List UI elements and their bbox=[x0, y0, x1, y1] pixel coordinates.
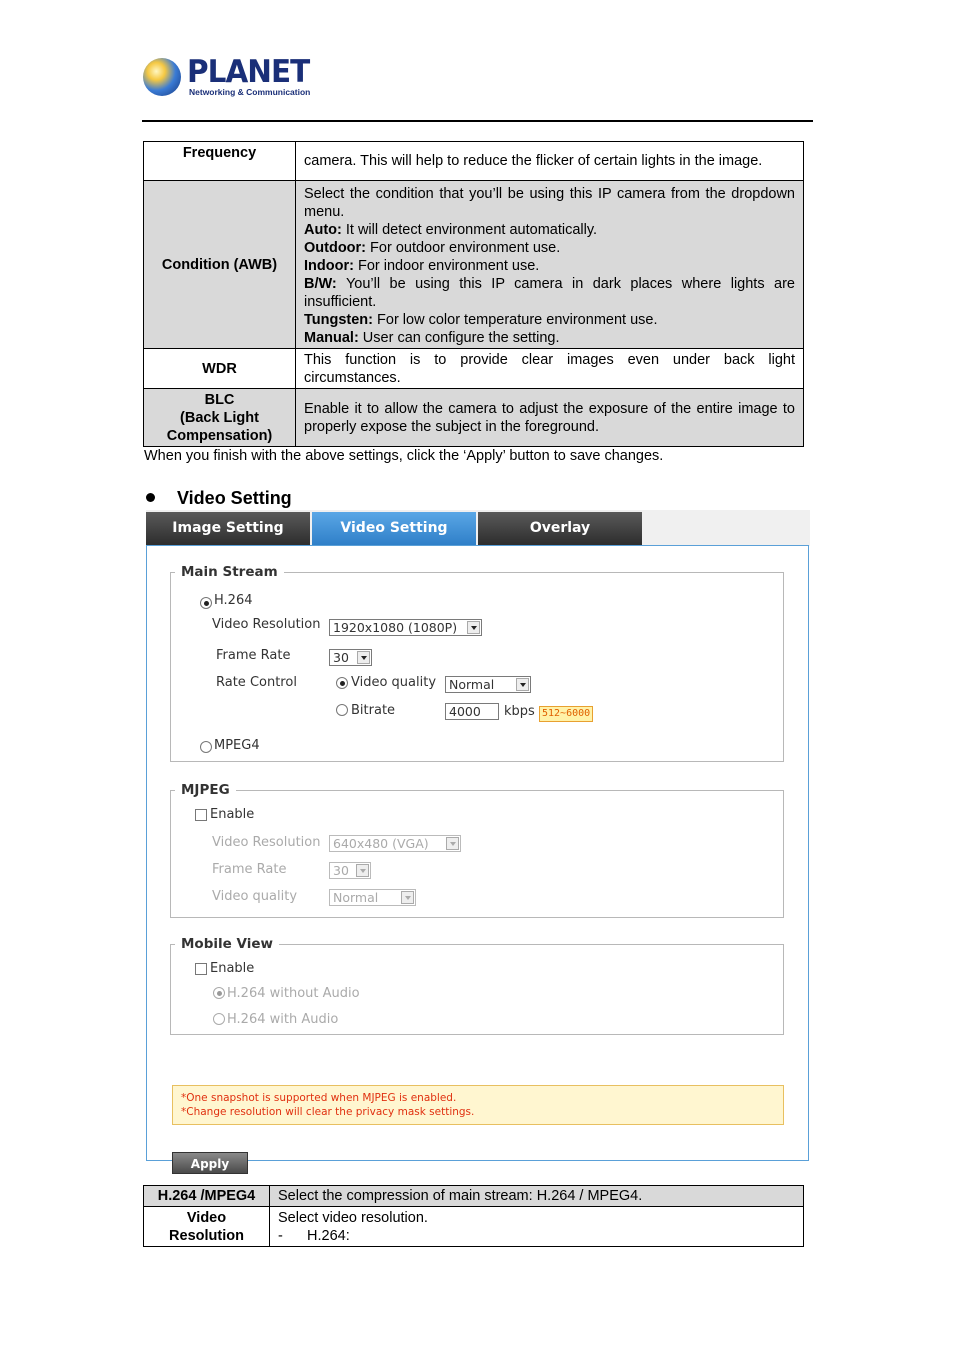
condition-intro: Select the condition that you’ll be using this IP camera from the dropdown menu. bbox=[304, 185, 795, 220]
tab-overlay[interactable]: Overlay bbox=[478, 512, 642, 545]
h264-radio[interactable] bbox=[200, 597, 212, 609]
row-desc: Enable it to allow the camera to adjust the exposure of the entire image to properly expose the subject in the foreground. bbox=[296, 389, 804, 447]
warning-box bbox=[172, 1085, 784, 1125]
mjpeg-enable-checkbox[interactable] bbox=[195, 809, 207, 821]
mobile-enable-checkbox[interactable] bbox=[195, 963, 207, 975]
warning-line: *One snapshot is supported when MJPEG is enabled. bbox=[181, 1092, 457, 1104]
list-item: Tungsten: For low color temperature environment use. bbox=[304, 311, 658, 328]
brand-tagline: Networking & Communication bbox=[189, 87, 311, 97]
table-row bbox=[144, 181, 804, 349]
mjpeg-quality-select[interactable]: Normal bbox=[329, 889, 416, 906]
brand-name: PLANET bbox=[187, 54, 310, 90]
h264-no-audio-radio[interactable] bbox=[213, 987, 225, 999]
mjpeg-enable-label: Enable bbox=[210, 807, 255, 822]
chevron-down-icon bbox=[401, 891, 414, 904]
row-desc: Select the compression of main stream: H.264 / MPEG4. bbox=[270, 1186, 804, 1207]
table-row bbox=[144, 389, 804, 447]
row-label: H.264 /MPEG4 bbox=[144, 1186, 270, 1207]
frame-rate-select[interactable]: 30 bbox=[329, 649, 372, 666]
table-row bbox=[144, 1186, 804, 1207]
mpeg4-radio[interactable] bbox=[200, 741, 212, 753]
chevron-down-icon bbox=[357, 651, 370, 664]
apply-button[interactable]: Apply bbox=[172, 1152, 248, 1174]
chevron-down-icon bbox=[356, 864, 369, 877]
header-rule bbox=[142, 120, 813, 122]
row-label: BLC (Back Light Compensation) bbox=[144, 389, 296, 447]
planet-logo bbox=[143, 56, 313, 100]
frame-rate-label: Frame Rate bbox=[216, 648, 291, 663]
table-row bbox=[144, 1207, 804, 1247]
warning-line: *Change resolution will clear the privacy mask settings. bbox=[181, 1106, 475, 1118]
list-item: Manual: User can configure the setting. bbox=[304, 329, 560, 346]
chevron-down-icon bbox=[446, 837, 459, 850]
tab-image-setting[interactable]: Image Setting bbox=[146, 512, 310, 545]
row-desc: camera. This will help to reduce the flicker of certain lights in the image. bbox=[296, 142, 804, 181]
mobile-view-legend: Mobile View bbox=[181, 936, 273, 952]
h264-audio-radio[interactable] bbox=[213, 1013, 225, 1025]
chevron-down-icon bbox=[516, 678, 529, 691]
bullet-icon bbox=[146, 493, 155, 502]
list-item: Auto: It will detect environment automatically. bbox=[304, 221, 598, 238]
row-desc: This function is to provide clear images even under back light circumstances. bbox=[296, 349, 804, 389]
mobile-view-group bbox=[170, 936, 784, 1035]
globe-icon bbox=[143, 58, 181, 96]
apply-note: When you finish with the above settings, click the ‘Apply’ button to save changes. bbox=[144, 448, 664, 464]
settings-table bbox=[143, 141, 804, 447]
mjpeg-resolution-select[interactable]: 640x480 (VGA) bbox=[329, 835, 461, 852]
bitrate-label: Bitrate bbox=[351, 703, 396, 718]
mjpeg-legend: MJPEG bbox=[181, 782, 230, 798]
main-stream-legend: Main Stream bbox=[181, 564, 278, 580]
video-quality-label: Video quality bbox=[351, 675, 437, 690]
video-setting-screenshot bbox=[146, 510, 810, 1171]
row-label: WDR bbox=[144, 349, 296, 389]
mjpeg-quality-label: Video quality bbox=[212, 889, 298, 904]
mjpeg-resolution-label: Video Resolution bbox=[212, 835, 321, 850]
section-heading: Video Setting bbox=[146, 488, 292, 509]
mjpeg-frame-rate-select[interactable]: 30 bbox=[329, 862, 371, 879]
h264-audio-label: H.264 with Audio bbox=[227, 1012, 339, 1027]
table-row bbox=[144, 349, 804, 389]
mobile-enable-label: Enable bbox=[210, 961, 255, 976]
table-row bbox=[144, 142, 804, 181]
mpeg4-label: MPEG4 bbox=[214, 738, 260, 753]
row-label: Video Resolution bbox=[144, 1207, 270, 1247]
bitrate-radio[interactable] bbox=[336, 704, 348, 716]
row-label: Frequency bbox=[144, 142, 296, 181]
main-stream-group bbox=[170, 564, 784, 762]
video-quality-radio[interactable] bbox=[336, 677, 348, 689]
h264-label: H.264 bbox=[214, 593, 253, 608]
list-item: B/W: You’ll be using this IP camera in dark places where lights are insufficient. bbox=[304, 275, 795, 310]
kbps-label: kbps bbox=[504, 704, 535, 719]
video-params-table bbox=[143, 1185, 804, 1247]
mjpeg-group bbox=[170, 782, 784, 918]
settings-panel bbox=[146, 545, 809, 1171]
row-label: Condition (AWB) bbox=[144, 181, 296, 349]
list-item: Outdoor: For outdoor environment use. bbox=[304, 239, 561, 256]
list-item: Indoor: For indoor environment use. bbox=[304, 257, 540, 274]
row-desc: Select video resolution. - H.264: bbox=[270, 1207, 804, 1247]
bitrate-input[interactable]: 4000 bbox=[445, 703, 499, 720]
bitrate-range-badge: 512~6000 bbox=[539, 706, 593, 722]
video-resolution-label: Video Resolution bbox=[212, 617, 321, 632]
video-resolution-select[interactable]: 1920x1080 (1080P) bbox=[329, 619, 482, 636]
rate-control-label: Rate Control bbox=[216, 675, 297, 690]
chevron-down-icon bbox=[467, 621, 480, 634]
tab-bar bbox=[146, 510, 810, 546]
mjpeg-frame-rate-label: Frame Rate bbox=[212, 862, 287, 877]
h264-no-audio-label: H.264 without Audio bbox=[227, 986, 360, 1001]
tab-video-setting[interactable]: Video Setting bbox=[312, 512, 476, 545]
row-desc bbox=[296, 181, 804, 349]
video-quality-select[interactable]: Normal bbox=[445, 676, 531, 693]
